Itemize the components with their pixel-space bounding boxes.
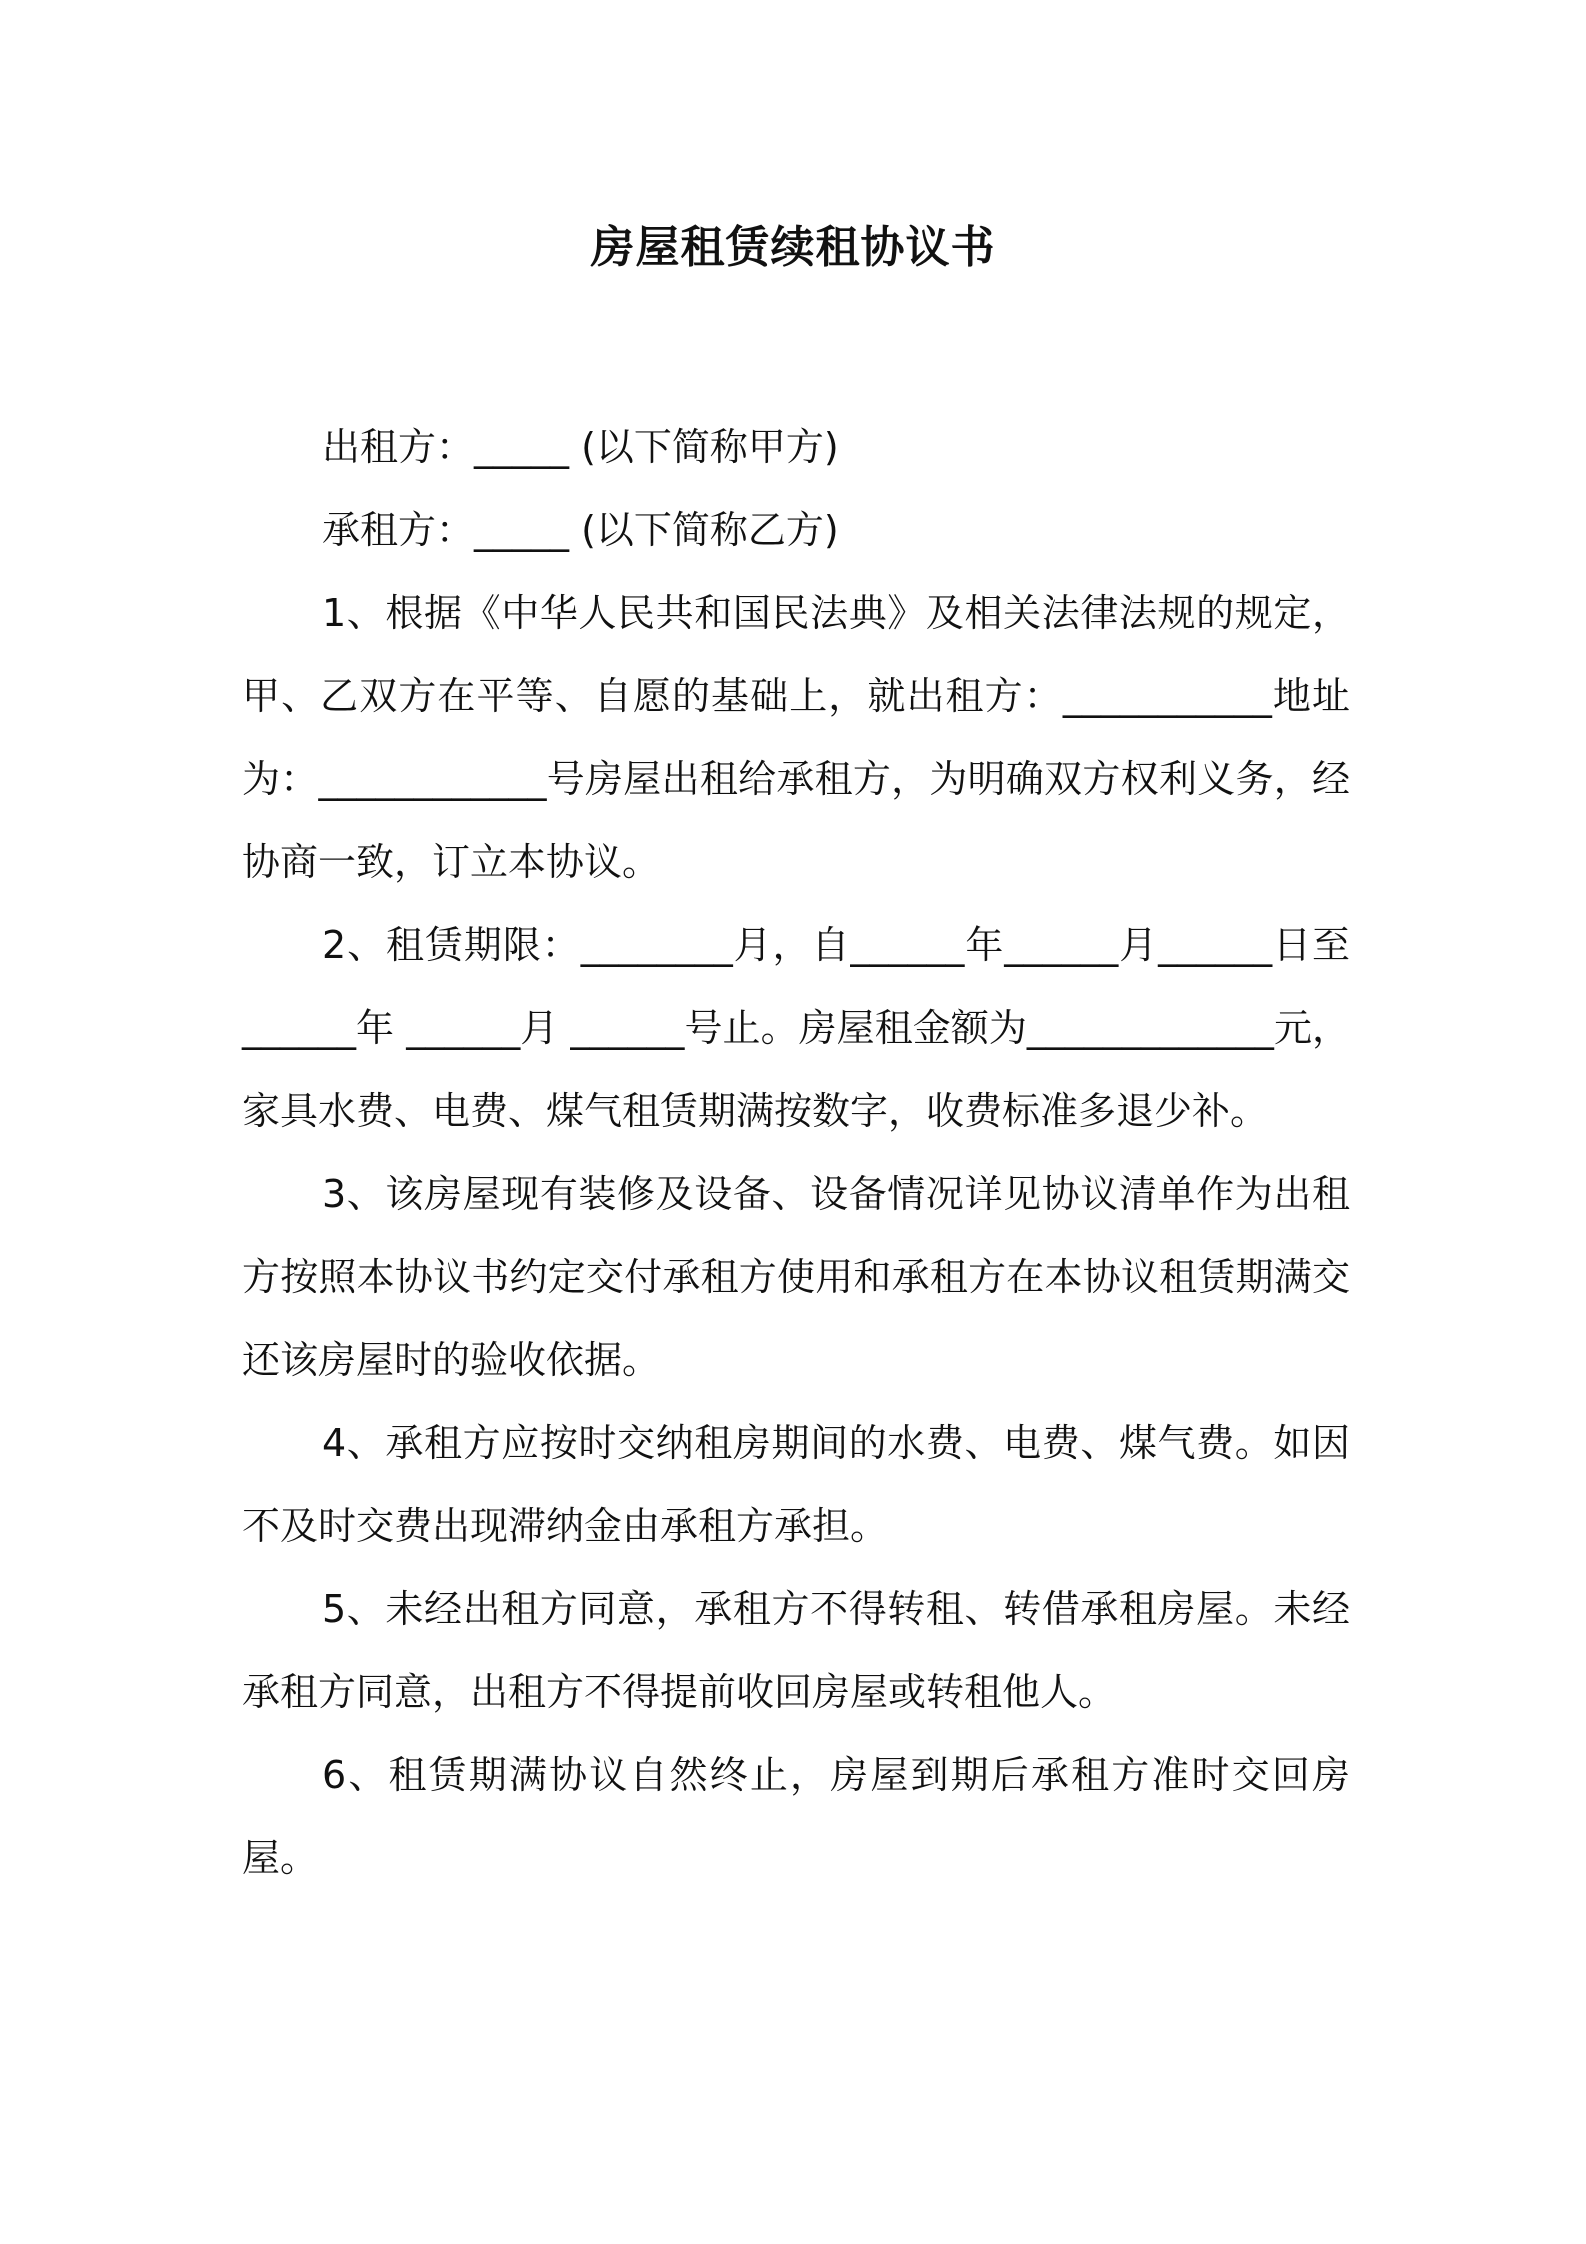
clause-2: 2、租赁期限：________月，自______年______月______日至 ______年 ______月 ______号止。房屋租金额为_____________元，家具水费、电费、煤气租赁期满按数字，收费标准多退少补。 — [242, 923, 1350, 1133]
clause-6: 6、租赁期满协议自然终止，房屋到期后承租方准时交回房屋。 — [242, 1753, 1350, 1880]
document-body — [242, 406, 1350, 1900]
clause-1: 1、根据《中华人民共和国民法典》及相关法律法规的规定，甲、乙双方在平等、自愿的基础上，就出租方：___________地址为：____________号房屋出租给承租方，为明确双方权利义务，经协商一致，订立本协议。 — [242, 591, 1350, 884]
lessee-line: 承租方：_____ (以下简称乙方) — [322, 508, 839, 552]
clause-5: 5、未经出租方同意，承租方不得转租、转借承租房屋。未经承租方同意，出租方不得提前收回房屋或转租他人。 — [242, 1587, 1350, 1714]
clause-4: 4、承租方应按时交纳租房期间的水费、电费、煤气费。如因不及时交费出现滞纳金由承租方承担。 — [242, 1421, 1350, 1548]
lessor-line: 出租方：_____ (以下简称甲方) — [322, 425, 839, 469]
clause-3: 3、该房屋现有装修及设备、设备情况详见协议清单作为出租方按照本协议书约定交付承租方使用和承租方在本协议租赁期满交还该房屋时的验收依据。 — [242, 1172, 1350, 1382]
document-title: 房屋租赁续租协议书 — [590, 222, 996, 273]
